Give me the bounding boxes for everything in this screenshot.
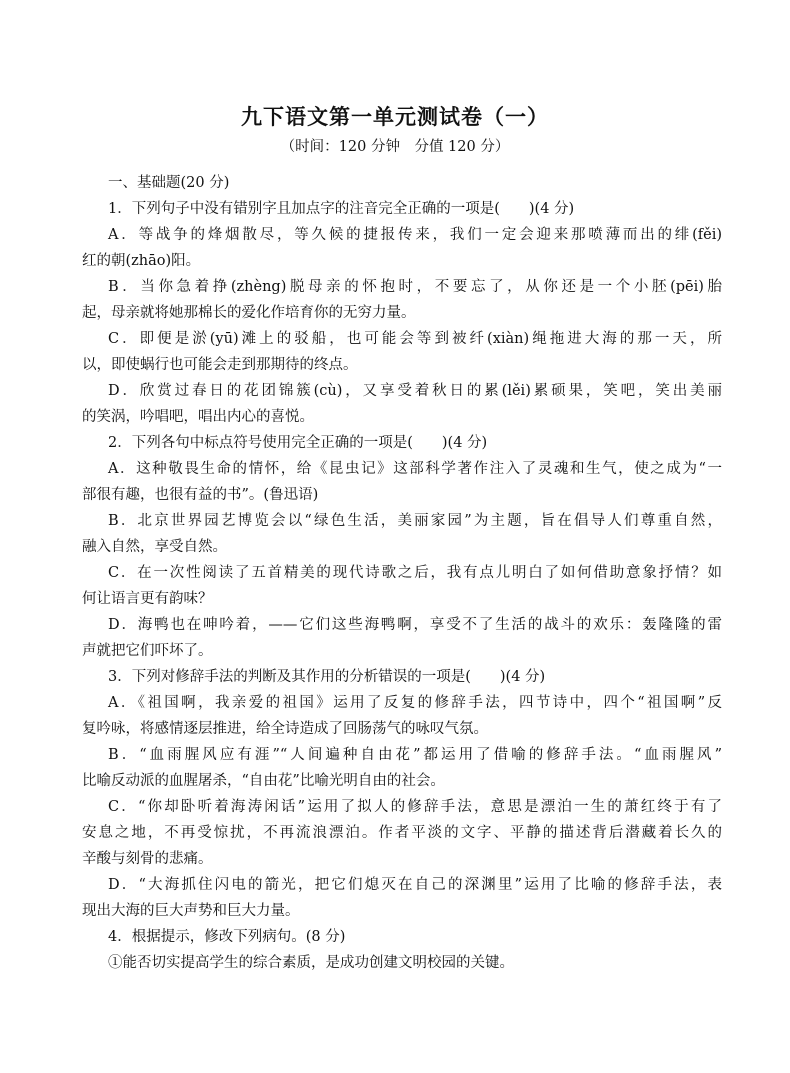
q1-option-a-cont: 红的朝(zhāo)阳。 [82,253,201,269]
q3-option-d: D．“大海抓住闪电的箭光，把它们熄灭在自己的深渊里”运用了比喻的修辞手法，表 [108,877,722,893]
q3-option-b-cont: 比喻反动派的血腥屠杀，“自由花”比喻光明自由的社会。 [82,773,445,789]
q2-option-a: A．这种敬畏生命的情怀，给《昆虫记》这部科学著作注入了灵魂和生气，使之成为“一 [108,461,722,477]
q2-option-d-cont: 声就把它们吓坏了。 [82,643,213,659]
q3-option-a: A．《祖国啊，我亲爱的祖国》运用了反复的修辞手法，四节诗中，四个“祖国啊”反 [108,695,722,711]
q1-option-b: B．当你急着挣(zhèng)脱母亲的怀抱时，不要忘了，从你还是一个小胚(pēi)胎 [108,279,722,295]
q2-option-d: D．海鸭也在呻吟着，——它们这些海鸭啊，享受不了生活的战斗的欢乐：轰隆隆的雷 [108,617,722,633]
q3-option-c-cont-2: 辛酸与刻骨的悲痛。 [82,851,213,867]
q4-item-1: ①能否切实提高学生的综合素质，是成功创建文明校园的关键。 [108,955,514,971]
q2-option-b-cont: 融入自然，享受自然。 [82,539,227,555]
q1-option-b-cont: 起，母亲就将她那棉长的爱化作培育你的无穷力量。 [82,305,416,321]
question-2-stem: 2．下列各句中标点符号使用完全正确的一项是( )(4 分) [108,435,488,451]
q3-option-a-cont: 复吟咏，将感情逐层推进，给全诗造成了回肠荡气的咏叹气氛。 [82,721,488,737]
section-heading: 一、基础题(20 分) [108,175,230,191]
q2-option-a-cont: 部很有趣，也很有益的书”。(鲁迅语) [82,487,319,503]
q3-option-c: C．“你却卧听着海涛闲话”运用了拟人的修辞手法，意思是漂泊一生的萧红终于有了 [108,799,722,815]
q3-option-d-cont: 现出大海的巨大声势和巨大力量。 [82,903,300,919]
q1-option-c-cont: 以，即使蜗行也可能会走到那期待的终点。 [82,357,358,373]
q1-option-d-cont: 的笑涡，吟唱吧，唱出内心的喜悦。 [82,409,314,425]
question-3-stem: 3．下列对修辞手法的判断及其作用的分析错误的一项是( )(4 分) [108,669,546,685]
q1-option-c: C．即便是淤(yū)滩上的驳船，也可能会等到被纤(xiàn)绳拖进大海的那一天，所 [108,331,722,347]
question-1-stem: 1．下列句子中没有错别字且加点字的注音完全正确的一项是( )(4 分) [108,201,575,217]
question-4-stem: 4．根据提示，修改下列病句。(8 分) [108,929,346,945]
q3-option-c-cont: 安息之地，不再受惊扰，不再流浪漂泊。作者平淡的文字、平静的描述背后潜藏着长久的 [82,825,722,841]
exam-subtitle: （时间：120 分钟 分值 120 分） [280,139,510,155]
q1-option-d: D．欣赏过春日的花团锦簇(cù)，又享受着秋日的累(lěi)累硕果，笑吧，笑出美丽 [108,383,722,399]
q2-option-c: C．在一次性阅读了五首精美的现代诗歌之后，我有点儿明白了如何借助意象抒情？如 [108,565,722,581]
exam-title: 九下语文第一单元测试卷（一） [241,104,549,129]
q2-option-b: B．北京世界园艺博览会以“绿色生活，美丽家园”为主题，旨在倡导人们尊重自然， [108,513,722,529]
q1-option-a: A．等战争的烽烟散尽，等久候的捷报传来，我们一定会迎来那喷薄而出的绯(fěi) [108,227,722,243]
q2-option-c-cont: 何让语言更有韵味？ [82,591,213,607]
q3-option-b: B．“血雨腥风应有涯”“人间遍种自由花”都运用了借喻的修辞手法。“血雨腥风” [108,747,722,763]
